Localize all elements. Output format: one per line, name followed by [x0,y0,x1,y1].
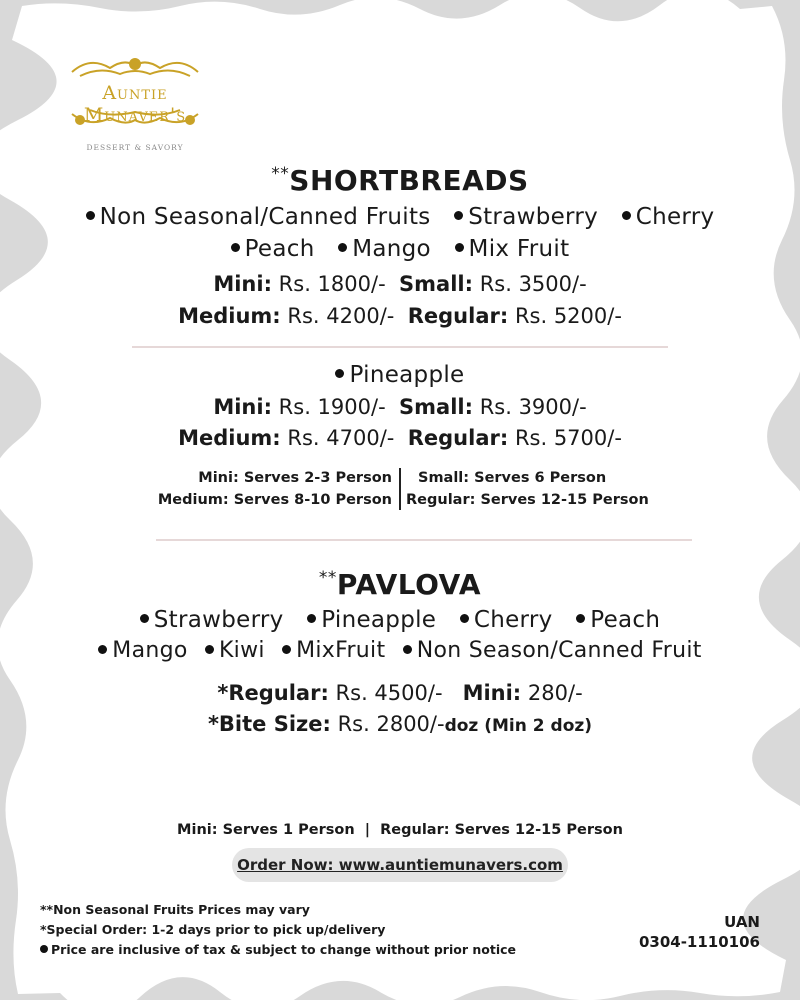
bullet-icon [307,614,316,623]
order-now-link[interactable]: Order Now: www.auntiemunavers.com [232,848,568,882]
bullet-icon [140,614,149,623]
shortbreads-fruit-row-1 [0,204,800,230]
list-item: Pineapple [307,607,436,633]
list-item: Cherry [460,607,553,633]
bullet-icon [622,211,631,220]
bullet-icon [576,614,585,623]
bullet-icon [454,211,463,220]
serves-mini: Mini: Serves 2-3 Person [198,470,392,486]
pavlova-fruit-row-2 [0,638,800,663]
divider [132,346,668,348]
pavlova-prices-row-1: *Regular: Rs. 4500/- Mini: 280/- [217,681,583,705]
shortbreads-prices-b-row-2: Medium: Rs. 4700/- Regular: Rs. 5700/- [178,426,622,450]
brand-logo [50,52,220,152]
brand-tagline: DESSERT & SAVORY [86,143,184,152]
serves-regular: Regular: Serves 12-15 Person [406,492,649,508]
serves-left-col [100,467,392,511]
list-item: Mango [338,236,431,262]
footnotes [40,900,560,960]
pavlova-prices-row-2: *Bite Size: Rs. 2800/-doz (Min 2 doz) [207,712,593,736]
list-item: Mix Fruit [455,236,570,262]
shortbreads-prices-b-row-1: Mini: Rs. 1900/- Small: Rs. 3900/- [213,395,587,419]
footnote-1: **Non Seasonal Fruits Prices may vary [40,902,310,917]
uan-block [600,912,760,952]
bullet-icon [98,645,107,654]
bullet-icon [338,243,347,252]
bullet-icon [40,945,48,953]
pineapple-item: Pineapple [0,362,800,388]
list-item: MixFruit [282,638,385,663]
bullet-icon [335,369,344,378]
uan-number: 0304-1110106 [638,933,760,951]
list-item: Strawberry [454,204,598,230]
list-item: Non Season/Canned Fruit [403,638,702,663]
serves-separator [399,468,401,510]
list-item: Cherry [622,204,715,230]
bullet-icon [86,211,95,220]
list-item: Peach [231,236,315,262]
divider [156,539,692,541]
brand-name: Auntie Munaver's [83,82,187,126]
heading-stars: ** [318,568,337,588]
shortbreads-prices-a-row-1: Mini: Rs. 1800/- Small: Rs. 3500/- [213,272,587,296]
shortbreads-prices-a-row-2: Medium: Rs. 4200/- Regular: Rs. 5200/- [178,304,622,328]
bullet-icon [455,243,464,252]
shortbreads-fruit-row-2 [0,236,800,262]
uan-label: UAN [724,913,760,931]
pavlova-fruit-row-1 [0,607,800,633]
serves-right-col [406,467,706,511]
footnote-2: *Special Order: 1-2 days prior to pick up/delivery [40,922,386,937]
list-item: Kiwi [205,638,265,663]
shortbreads-heading [0,164,800,197]
bullet-icon [282,645,291,654]
bullet-icon [231,243,240,252]
pavlova-title: PAVLOVA [336,568,482,601]
pavlova-heading [0,568,800,601]
bullet-icon [460,614,469,623]
serves-small: Small: Serves 6 Person [418,470,607,486]
pavlova-serves: Mini: Serves 1 Person | Regular: Serves 12-15 Person [177,822,623,838]
bullet-icon [403,645,412,654]
serves-medium: Medium: Serves 8-10 Person [157,492,392,508]
list-item: Strawberry [140,607,284,633]
footnote-3: Price are inclusive of tax & subject to change without prior notice [40,940,560,960]
shortbreads-title: SHORTBREADS [289,164,529,197]
list-item: Mango [98,638,187,663]
list-item: Peach [576,607,660,633]
heading-stars: ** [271,164,290,184]
bullet-icon [205,645,214,654]
list-item: Non Seasonal/Canned Fruits [86,204,431,230]
